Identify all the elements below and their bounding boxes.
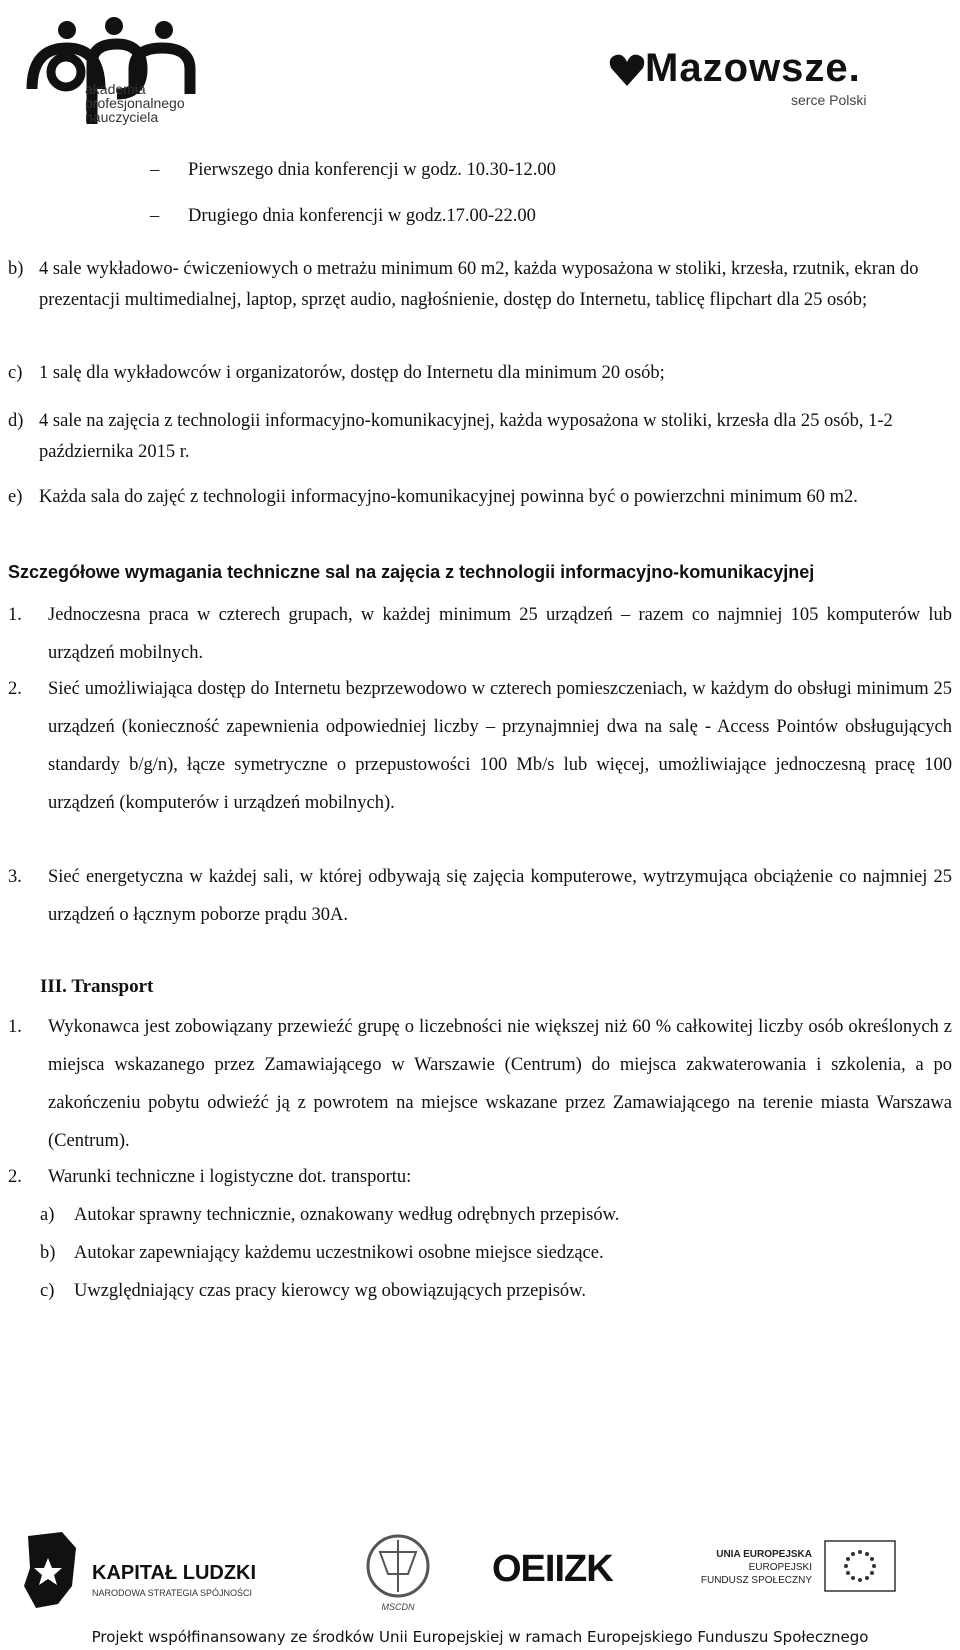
footer-note: Projekt współfinansowany ze środków Unii Europejskiej w ramach Europejskiego Funduszu Społecznego [91, 1628, 869, 1646]
transport-heading: III. Transport [40, 976, 154, 997]
transport-item [8, 1158, 952, 1196]
lettered-item [8, 406, 948, 468]
item-text: 4 sale na zajęcia z technologii informacyjno-komunikacyjnej, każda wyposażona w stoliki, krzesła dla 25 osób, 1-2 października 2015 r. [39, 411, 893, 462]
item-text: Warunki techniczne i logistyczne dot. transportu: [48, 1167, 412, 1187]
transport-sub-item [40, 1234, 940, 1272]
item-text: Sieć umożliwiająca dostęp do Internetu bezprzewodowo w czterech pomieszczeniach, w każdym do obsługi minimum 25 urządzeń (konieczność zapewnienia odpowiedniej liczby – przynajmniej dwa na salę - Access Pointów obsługujących standardy b/g/n), łącze symetryczne o przepustowości 100 Mb/s lub więcej, umożliwiające jednoczesną pracę 100 urządzeń (komputerów i urządzeń mobilnych). [48, 679, 952, 813]
tech-item [8, 670, 952, 822]
eu-line1: UNIA EUROPEJSKA [716, 1549, 812, 1560]
item-label: d) [8, 411, 24, 431]
tech-section-heading: Szczegółowe wymagania techniczne sal na zajęcia z technologii informacyjno-komunikacyjnej [8, 562, 815, 582]
dash-item-text: Pierwszego dnia konferencji w godz. 10.30-12.00 [188, 160, 556, 180]
item-text: 1 salę dla wykładowców i organizatorów, dostęp do Internetu dla minimum 20 osób; [39, 363, 665, 383]
eu-flag-icon [824, 1540, 896, 1592]
item-label: b) [40, 1243, 56, 1263]
eu-line3: FUNDUSZ SPOŁECZNY [700, 1575, 812, 1586]
kapital-ludzki-logo [20, 1528, 290, 1618]
item-text: Autokar zapewniający każdemu uczestnikowi osobne miejsce siedzące. [74, 1243, 604, 1263]
apn-logo-line3: nauczyciela [85, 109, 159, 125]
transport-sub-item [40, 1196, 940, 1234]
eu-logo [700, 1540, 900, 1620]
kapital-ludzki-title: KAPITAŁ LUDZKI [92, 1562, 257, 1584]
item-number: 2. [8, 679, 22, 699]
item-label: b) [8, 259, 24, 279]
mazowsze-logo-tagline: serce Polski [791, 92, 867, 108]
apn-logo-line1: akademia [85, 81, 146, 97]
item-number: 2. [8, 1167, 22, 1187]
mscdn-emblem-icon [358, 1528, 438, 1606]
item-label: c) [8, 363, 23, 383]
item-text: Sieć energetyczna w każdej sali, w której odbywają się zajęcia komputerowe, wytrzymująca obciążenie co najmniej 25 urządzeń o łącznym poborze prądu 30A. [48, 867, 952, 925]
item-label: c) [40, 1281, 55, 1301]
oeiizk-label: OEIIZK [492, 1548, 613, 1590]
transport-item [8, 1008, 952, 1160]
item-text: Jednoczesna praca w czterech grupach, w każdej minimum 25 urządzeń – razem co najmniej 105 komputerów lub urządzeń mobilnych. [48, 605, 952, 663]
heart-icon [607, 50, 647, 90]
tech-item [8, 858, 952, 934]
item-text: Autokar sprawny technicznie, oznakowany według odrębnych przepisów. [74, 1205, 620, 1225]
apn-logo-line2: profesjonalnego [85, 95, 185, 111]
item-text: Wykonawca jest zobowiązany przewieźć grupę o liczebności nie większej niż 60 % całkowitej liczby osób określonych z miejsca wskazanego przez Zamawiającego w Warszawie (Centrum) do miejsca zakwaterowania i szkolenia, a po zakończeniu pobytu odwieźć ją z powrotem na miejsce wskazane przez Zamawiającego na terenie miasta Warszawa (Centrum). [48, 1017, 952, 1151]
item-text: Każda sala do zajęć z technologii informacyjno-komunikacyjnej powinna być o powierzchni minimum 60 m2. [39, 487, 858, 507]
oeiizk-logo [492, 1548, 662, 1608]
kapital-ludzki-subtitle: NARODOWA STRATEGIA SPÓJNOŚCI [92, 1588, 253, 1598]
item-label: a) [40, 1205, 55, 1225]
tech-item [8, 596, 952, 672]
apn-logo [22, 14, 202, 134]
eu-line2: EUROPEJSKI [748, 1562, 812, 1573]
item-number: 1. [8, 1017, 22, 1037]
poland-map-icon [20, 1528, 80, 1618]
dash-item-text: Drugiego dnia konferencji w godz.17.00-22.00 [188, 206, 536, 226]
item-text: Uwzględniający czas pracy kierowcy wg obowiązujących przepisów. [74, 1281, 586, 1301]
lettered-item [8, 358, 948, 389]
item-number: 1. [8, 605, 22, 625]
transport-sub-item [40, 1272, 940, 1310]
mscdn-label: MSCDN [381, 1602, 415, 1612]
mazowsze-logo-name: Mazowsze. [645, 46, 861, 90]
item-number: 3. [8, 867, 22, 887]
lettered-item [8, 254, 948, 316]
item-text: 4 sale wykładowo- ćwiczeniowych o metrażu minimum 60 m2, każda wyposażona w stoliki, krzesła, rzutnik, ekran do prezentacji multimedialnej, laptop, sprzęt audio, nagłośnienie, dostęp do Internetu, tablicę flipchart dla 25 osób; [39, 259, 919, 310]
mazowsze-logo [605, 42, 895, 112]
lettered-item [8, 482, 948, 513]
item-label: e) [8, 487, 23, 507]
mscdn-logo [358, 1528, 438, 1618]
